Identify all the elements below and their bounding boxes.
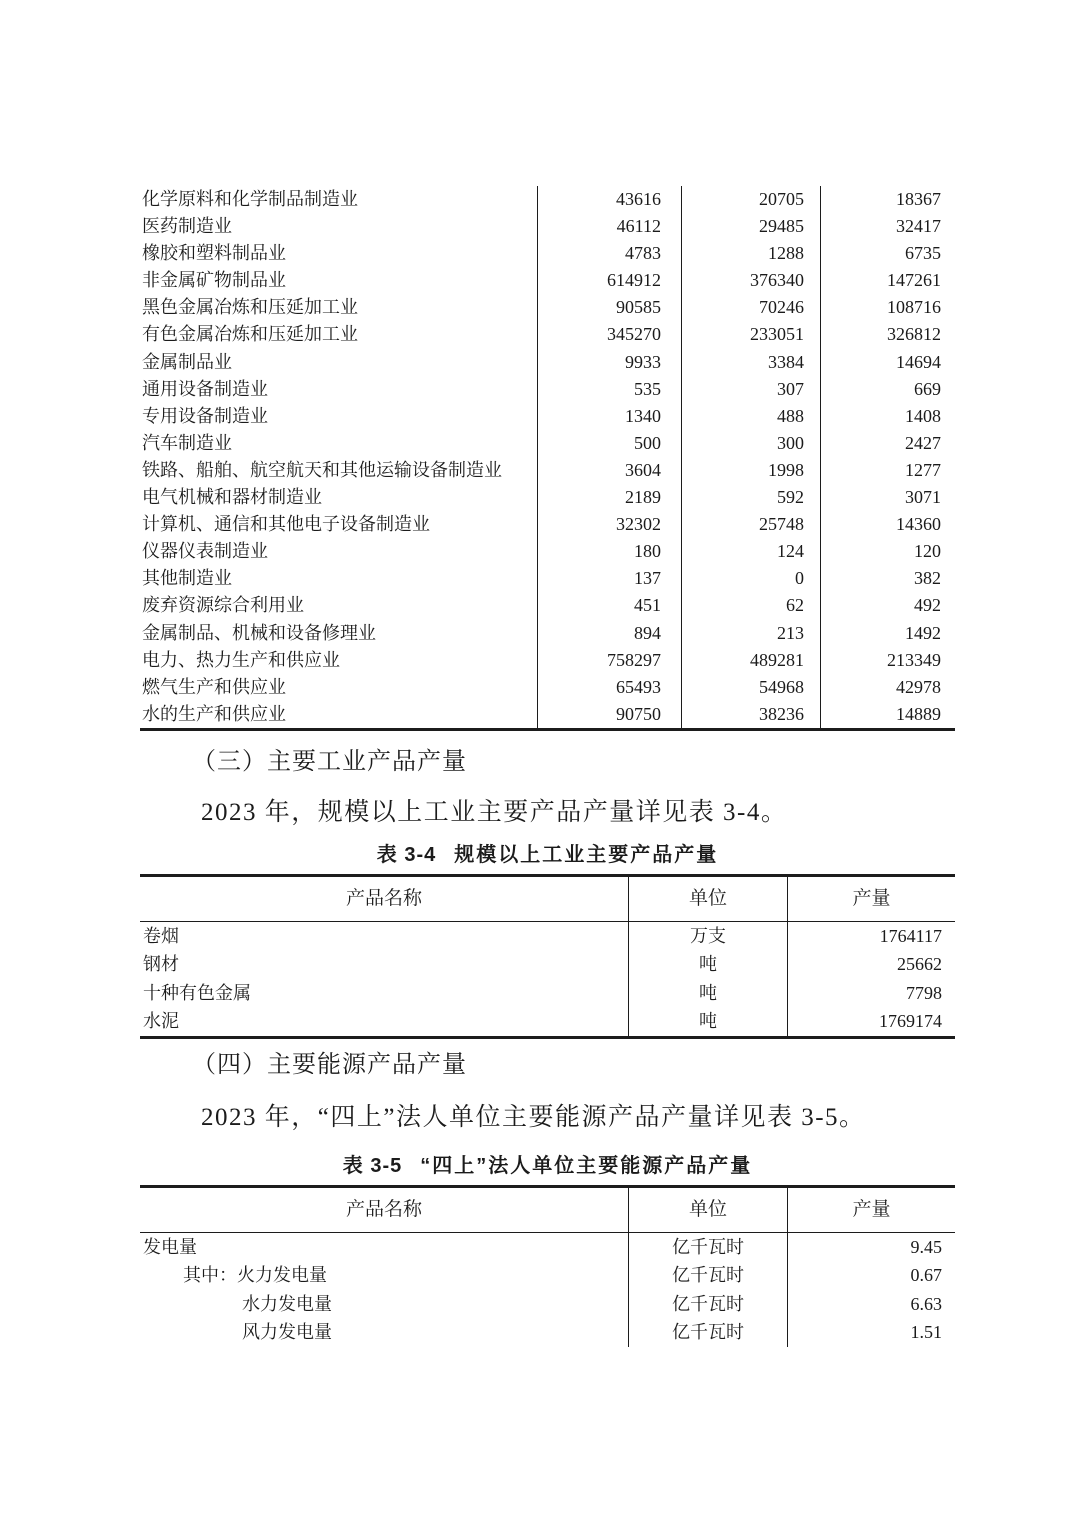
value-col1: 46112: [537, 213, 681, 240]
product-output: 6.63: [787, 1290, 955, 1318]
industry-name: 计算机、通信和其他电子设备制造业: [142, 514, 430, 535]
product-name: 水泥: [143, 1011, 179, 1032]
value-col1: 1340: [537, 403, 681, 430]
product-unit: 亿千瓦时: [628, 1318, 787, 1346]
table-row: [140, 565, 955, 592]
value-col2: 0: [681, 565, 820, 592]
value-col3: 669: [820, 376, 955, 403]
value-col2: 213: [681, 620, 820, 647]
header-output: 产量: [787, 1188, 955, 1232]
table-row: [140, 538, 955, 565]
product-output: 0.67: [787, 1261, 955, 1289]
value-col3: 18367: [820, 186, 955, 213]
value-col3: 108716: [820, 294, 955, 321]
value-col1: 32302: [537, 511, 681, 538]
section-heading-4: （四）主要能源产品产量: [192, 1052, 467, 1078]
value-col3: 14694: [820, 349, 955, 376]
industry-name: 专用设备制造业: [142, 405, 268, 426]
industry-name: 化学原料和化学制品制造业: [142, 189, 358, 209]
industry-name: 水的生产和供应业: [142, 703, 286, 724]
value-col2: 489281: [681, 647, 820, 674]
table-header-row: [140, 1188, 955, 1233]
product-output: 9.45: [787, 1233, 955, 1261]
table-row: [140, 592, 955, 619]
table-row: [140, 403, 955, 430]
value-col1: 65493: [537, 674, 681, 701]
value-col2: 29485: [681, 213, 820, 240]
table-row: [140, 647, 955, 674]
product-name: 钢材: [143, 954, 179, 975]
value-col1: 90750: [537, 701, 681, 728]
industry-name: 医药制造业: [142, 216, 232, 237]
industry-name: 其他制造业: [142, 568, 232, 589]
product-output: 25662: [787, 950, 955, 978]
value-col2: 1288: [681, 240, 820, 267]
section-4-paragraph: 2023 年，“四上”法人单位主要能源产品产量详见表 3-5。: [201, 1104, 866, 1131]
value-col2: 38236: [681, 701, 820, 728]
table-row: [140, 457, 955, 484]
value-col2: 300: [681, 430, 820, 457]
table-caption-label: 表 3-4: [376, 844, 437, 866]
value-col2: 25748: [681, 511, 820, 538]
table-3-5-caption: [140, 1153, 955, 1179]
value-col3: 42978: [820, 674, 955, 701]
table-row: [140, 349, 955, 376]
industry-name: 有色金属冶炼和压延加工业: [142, 324, 358, 345]
value-col3: 213349: [820, 647, 955, 674]
section-heading-3: （三）主要工业产品产量: [192, 749, 467, 775]
value-col3: 120: [820, 538, 955, 565]
value-col1: 3604: [537, 457, 681, 484]
value-col1: 90585: [537, 294, 681, 321]
table-3-5: [140, 1185, 955, 1347]
product-name: 卷烟: [143, 926, 179, 946]
value-col2: 376340: [681, 267, 820, 294]
table-row: [140, 674, 955, 701]
value-col2: 233051: [681, 321, 820, 348]
industry-name: 铁路、船舶、航空航天和其他运输设备制造业: [142, 459, 502, 480]
value-col1: 180: [537, 538, 681, 565]
industry-name: 汽车制造业: [142, 432, 232, 453]
value-col1: 614912: [537, 267, 681, 294]
industry-name: 非金属矿物制品业: [142, 270, 286, 291]
table-caption-label: 表 3-5: [342, 1155, 403, 1177]
product-name: 其中：火力发电量: [183, 1265, 327, 1286]
table-row: [140, 376, 955, 403]
product-name: 水力发电量: [242, 1293, 332, 1314]
value-col2: 62: [681, 592, 820, 619]
value-col3: 147261: [820, 267, 955, 294]
value-col2: 70246: [681, 294, 820, 321]
value-col1: 345270: [537, 321, 681, 348]
industry-name: 黑色金属冶炼和压延加工业: [142, 297, 358, 318]
table-3-4: [140, 874, 955, 1039]
product-unit: 亿千瓦时: [628, 1261, 787, 1289]
header-output: 产量: [787, 877, 955, 921]
table-row: [140, 511, 955, 538]
value-col1: 894: [537, 620, 681, 647]
value-col2: 488: [681, 403, 820, 430]
industry-name: 电力、热力生产和供应业: [142, 649, 340, 670]
product-unit: 吨: [628, 950, 787, 978]
table-row: [140, 430, 955, 457]
table-row: [140, 294, 955, 321]
industry-name: 橡胶和塑料制品业: [142, 243, 286, 264]
value-col3: 14360: [820, 511, 955, 538]
product-output: 1764117: [787, 922, 955, 950]
product-unit: 万支: [628, 922, 787, 950]
value-col1: 535: [537, 376, 681, 403]
industry-name: 废弃资源综合利用业: [142, 595, 304, 616]
value-col2: 3384: [681, 349, 820, 376]
value-col3: 492: [820, 592, 955, 619]
table-caption-title: 规模以上工业主要产品产量: [454, 844, 719, 866]
value-col3: 1408: [820, 403, 955, 430]
value-col3: 326812: [820, 321, 955, 348]
table-header-row: [140, 877, 955, 922]
header-product-name: 产品名称: [345, 1199, 422, 1220]
value-col3: 32417: [820, 213, 955, 240]
table-row: [140, 484, 955, 511]
product-unit: 亿千瓦时: [628, 1290, 787, 1318]
industry-table-continuation: [140, 186, 955, 731]
table-row: [140, 213, 955, 240]
value-col2: 20705: [681, 186, 820, 213]
table-row: [140, 1290, 955, 1318]
table-row: [140, 922, 955, 950]
value-col3: 14889: [820, 701, 955, 728]
product-output: 7798: [787, 979, 955, 1007]
value-col2: 592: [681, 484, 820, 511]
value-col1: 4783: [537, 240, 681, 267]
value-col1: 2189: [537, 484, 681, 511]
value-col3: 1277: [820, 457, 955, 484]
header-unit: 单位: [628, 1188, 787, 1232]
industry-name: 金属制品、机械和设备修理业: [142, 622, 376, 643]
value-col2: 307: [681, 376, 820, 403]
product-unit: 吨: [628, 979, 787, 1007]
value-col3: 2427: [820, 430, 955, 457]
value-col3: 6735: [820, 240, 955, 267]
product-output: 1.51: [787, 1318, 955, 1346]
value-col2: 54968: [681, 674, 820, 701]
value-col3: 1492: [820, 620, 955, 647]
section-3-paragraph: 2023 年，规模以上工业主要产品产量详见表 3-4。: [201, 799, 788, 826]
header-unit: 单位: [628, 877, 787, 921]
value-col2: 1998: [681, 457, 820, 484]
value-col1: 451: [537, 592, 681, 619]
value-col3: 3071: [820, 484, 955, 511]
table-3-4-caption: [140, 842, 955, 868]
table-row: [140, 1318, 955, 1346]
industry-name: 仪器仪表制造业: [142, 541, 268, 562]
table-row: [140, 186, 955, 213]
industry-name: 金属制品业: [142, 351, 232, 372]
industry-name: 通用设备制造业: [142, 378, 268, 399]
table-row: [140, 1233, 955, 1261]
table-row: [140, 620, 955, 647]
table-row: [140, 321, 955, 348]
product-output: 1769174: [787, 1007, 955, 1035]
value-col3: 382: [820, 565, 955, 592]
industry-name: 电气机械和器材制造业: [142, 487, 322, 508]
value-col1: 137: [537, 565, 681, 592]
value-col1: 758297: [537, 647, 681, 674]
header-product-name: 产品名称: [345, 888, 422, 909]
value-col2: 124: [681, 538, 820, 565]
table-row: [140, 950, 955, 978]
value-col1: 9933: [537, 349, 681, 376]
product-unit: 吨: [628, 1007, 787, 1035]
product-name: 发电量: [143, 1237, 197, 1257]
product-name: 十种有色金属: [143, 982, 251, 1003]
table-row: [140, 267, 955, 294]
table-row: [140, 1007, 955, 1035]
table-row: [140, 1261, 955, 1289]
table-row: [140, 240, 955, 267]
value-col1: 500: [537, 430, 681, 457]
table-row: [140, 701, 955, 728]
table-caption-title: “四上”法人单位主要能源产品产量: [420, 1155, 753, 1177]
value-col1: 43616: [537, 186, 681, 213]
product-name: 风力发电量: [242, 1322, 332, 1343]
table-row: [140, 979, 955, 1007]
industry-name: 燃气生产和供应业: [142, 676, 286, 697]
product-unit: 亿千瓦时: [628, 1233, 787, 1261]
